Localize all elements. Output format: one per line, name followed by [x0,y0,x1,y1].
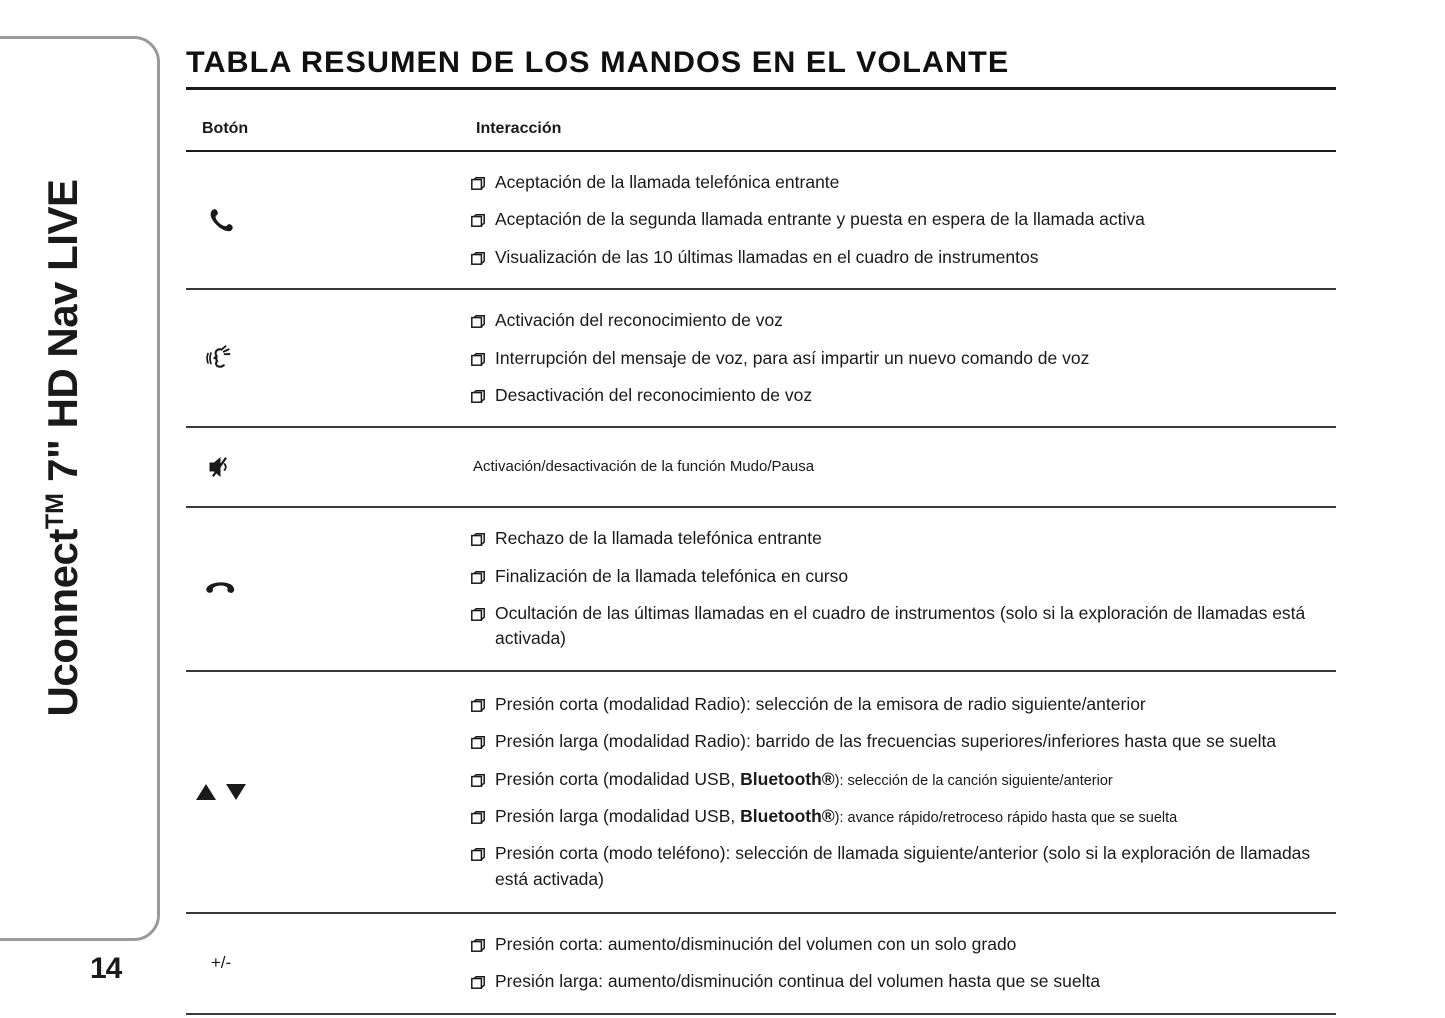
list-item-text: Presión corta (modalidad Radio): selección de la emisora de radio siguiente/anterior [495,693,1146,714]
square-bullet-icon [471,210,485,224]
button-cell [186,151,471,289]
list-item [471,804,1336,829]
steering-wheel-controls-table [186,120,1336,1015]
up-down-arrows-icon [186,780,256,804]
list-item [471,564,1336,589]
list-item [471,692,1336,717]
table-header-row [186,120,1336,151]
list-item-text: Presión corta (modo teléfono): selección de llamada siguiente/anterior (solo si la exploración de llamadas está activada) [495,843,1311,889]
interaction-cell [471,671,1336,913]
list-item [471,346,1336,371]
button-cell [186,913,471,1014]
phone-hangup-icon [186,572,256,606]
button-cell [186,289,471,427]
side-tab-label [39,28,87,868]
interaction-cell [471,289,1336,427]
table-header [186,120,1336,151]
button-cell [186,427,471,507]
square-bullet-icon [471,311,485,325]
page-content [186,46,1336,1015]
interaction-list [471,526,1336,652]
table-row [186,507,1336,671]
list-item [471,170,1336,195]
list-item-text: Desactivación del reconocimiento de voz [495,384,813,405]
table-row [186,289,1336,427]
interaction-list [471,932,1336,995]
phone-answer-icon [186,203,256,237]
list-item [471,729,1336,754]
table-row [186,913,1336,1014]
list-item-text: Presión corta: aumento/disminución del volumen con un solo grado [495,934,1017,954]
list-item [471,526,1336,551]
list-item [471,308,1336,333]
section-side-tab [0,36,160,941]
bluetooth-label: Bluetooth® [740,805,835,826]
list-item [471,841,1336,892]
square-bullet-icon [471,844,485,858]
interaction-cell [471,151,1336,289]
list-item [471,383,1336,408]
list-item-text: Visualización de las 10 últimas llamadas en el cuadro de instrumentos [495,246,1039,267]
square-bullet-icon [471,349,485,363]
list-item-text: Presión larga (modalidad Radio): barrido de las frecuencias superiores/inferiores hasta que se suelta [495,731,1277,752]
list-item [471,207,1336,232]
interaction-list [471,692,1336,892]
square-bullet-icon [471,604,485,618]
button-cell [186,671,471,913]
side-tab-label-trademark: TM [41,493,69,530]
column-header-button: Botón [202,120,249,137]
list-item [471,245,1336,270]
page-number: 14 [90,952,122,985]
bluetooth-label: Bluetooth® [740,768,835,789]
plus-minus-icon: +/- [210,953,232,973]
table-row [186,151,1336,289]
interaction-list [471,308,1336,408]
interaction-cell [471,913,1336,1014]
square-bullet-icon [471,173,485,187]
list-item-text-post: ): avance rápido/retroceso rápido hasta que se suelta [834,809,1178,826]
list-item-text: Aceptación de la segunda llamada entrante y puesta en espera de la llamada activa [495,209,1145,230]
table-row [186,671,1336,913]
list-item-text-pre: Presión corta (modalidad USB, [495,768,741,789]
square-bullet-icon [471,248,485,262]
square-bullet-icon [471,732,485,746]
list-item [471,601,1336,652]
square-bullet-icon [471,695,485,709]
list-item-text: Aceptación de la llamada telefónica entrante [495,172,840,192]
list-item-text-post: ): selección de la canción siguiente/anterior [834,772,1113,789]
list-item-text: Activación del reconocimiento de voz [495,310,783,331]
interaction-text: Activación/desactivación de la función Mudo/Pausa [473,458,815,476]
voice-recognition-icon [186,341,256,375]
mute-speaker-icon [186,452,256,482]
list-item [471,969,1336,994]
table-row [186,427,1336,507]
side-tab-label-suffix: 7" HD Nav LIVE [39,179,86,494]
square-bullet-icon [471,770,485,784]
list-item-text: Rechazo de la llamada telefónica entrante [495,528,822,549]
square-bullet-icon [471,529,485,543]
interaction-list [471,170,1336,270]
title-underline [186,87,1336,90]
page-title: TABLA RESUMEN DE LOS MANDOS EN EL VOLANTE [186,46,1010,79]
square-bullet-icon [471,386,485,400]
list-item-text: Interrupción del mensaje de voz, para así impartir un nuevo comando de voz [495,347,1090,368]
interaction-cell [471,507,1336,671]
list-item-text: Finalización de la llamada telefónica en curso [495,565,849,586]
list-item-text-pre: Presión larga (modalidad USB, [495,805,741,826]
side-tab-label-text: Uconnect [39,529,86,717]
square-bullet-icon [471,972,485,986]
square-bullet-icon [471,807,485,821]
list-item [471,767,1336,792]
column-header-interaction: Interacción [476,120,562,137]
table-body [186,151,1336,1014]
list-item [471,932,1336,957]
square-bullet-icon [471,935,485,949]
list-item-text: Presión larga: aumento/disminución continua del volumen hasta que se suelta [495,971,1101,992]
button-cell [186,507,471,671]
interaction-cell [471,427,1336,507]
list-item-text: Ocultación de las últimas llamadas en el cuadro de instrumentos (solo si la exploración de llamadas está activada) [495,603,1306,649]
square-bullet-icon [471,567,485,581]
